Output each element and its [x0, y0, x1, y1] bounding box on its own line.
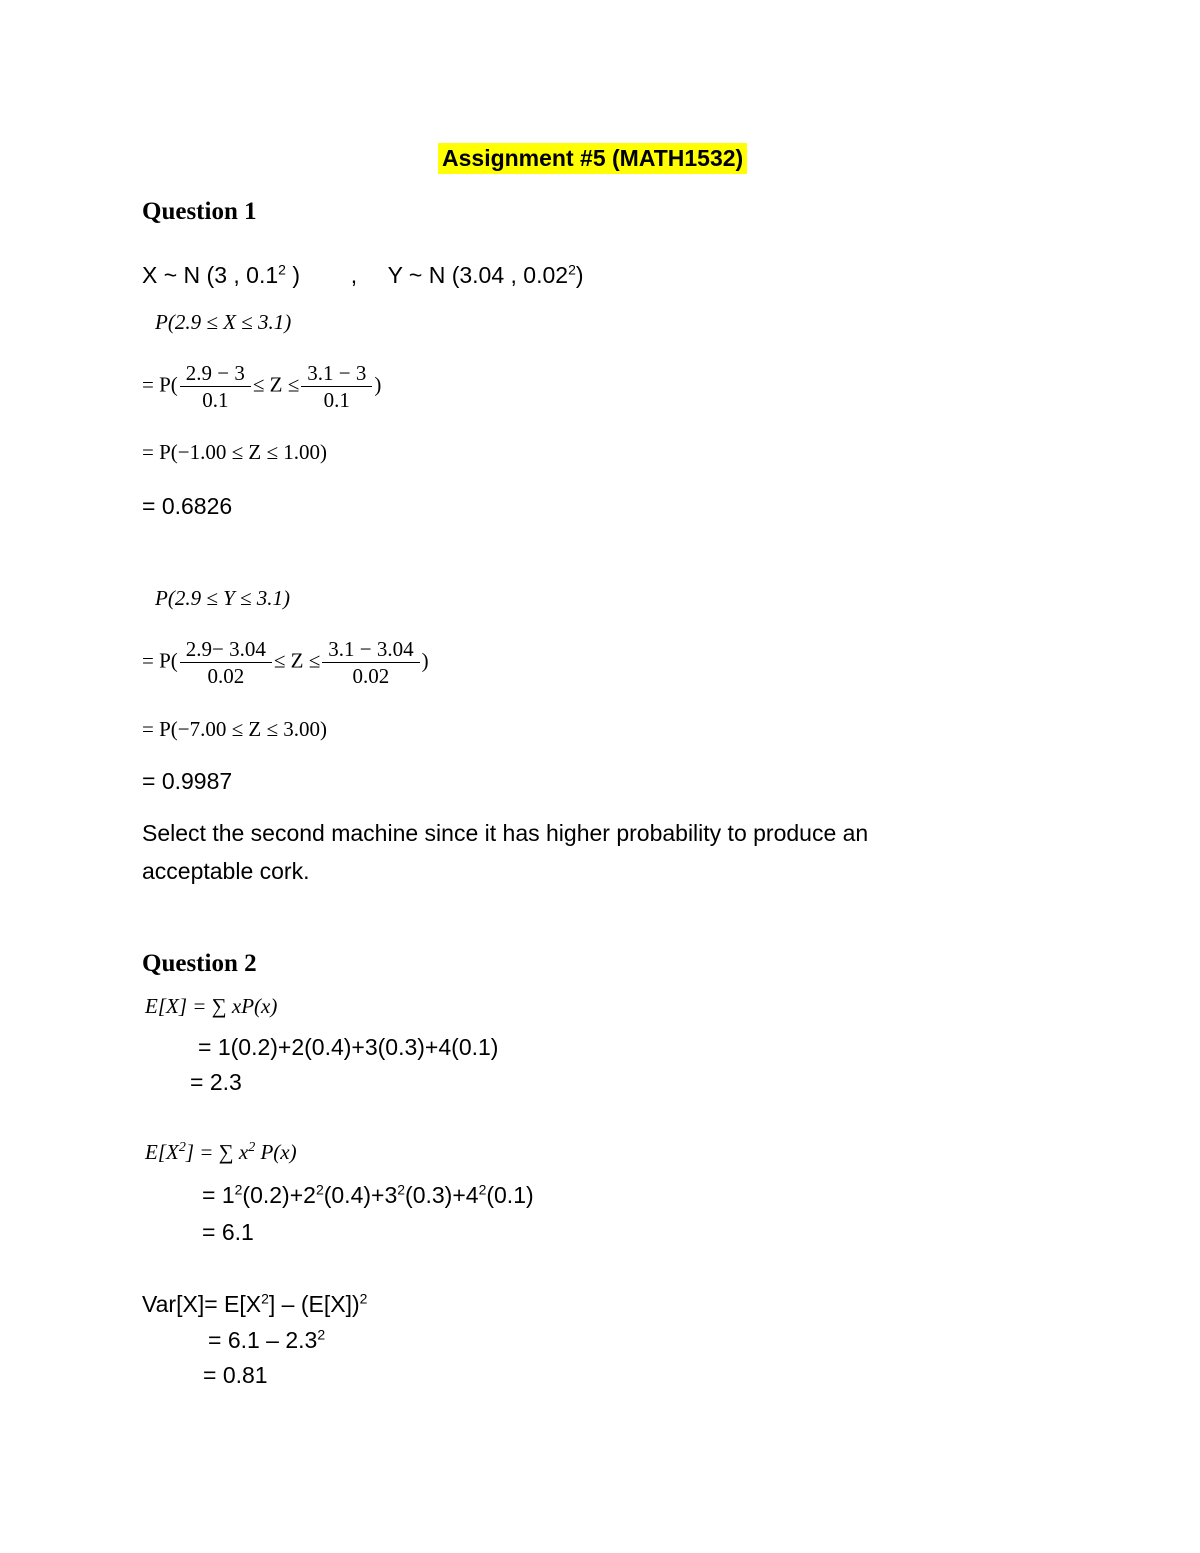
- expectation-calculation: = 1(0.2)+2(0.4)+3(0.3)+4(0.1): [198, 1034, 499, 1060]
- py-result: = 0.9987: [142, 768, 233, 794]
- second-moment-result: = 6.1: [202, 1219, 254, 1245]
- dist-y: Y ~ N (3.04 , 0.02$^2$): [387, 261, 584, 288]
- expectation-result: = 2.3: [190, 1069, 242, 1095]
- conclusion-line-1: Select the second machine since it has higher probability to produce an: [142, 820, 869, 846]
- px-z-range: = P(−1.00 ≤ Z ≤ 1.00): [142, 440, 327, 464]
- px-standardize: = P( $\frac{2.9 - 3}{0.1}$ ≤ Z ≤ $\frac{3.1 - 3}{0.1}$ ): [142, 361, 382, 412]
- variance-result: = 0.81: [203, 1362, 268, 1388]
- expectation-formula: E[X] = ∑ xP(x): [145, 994, 278, 1018]
- py-fraction-upper: $\frac{3.1 - 3.04}{0.02}$: [322, 636, 419, 689]
- variance-calculation: = $6.1 - 2.3^2$: [208, 1326, 326, 1353]
- py-z-range: = P(−7.00 ≤ Z ≤ 3.00): [142, 717, 327, 741]
- distribution-definitions: [142, 262, 584, 289]
- py-statement: P(2.9 ≤ Y ≤ 3.1): [155, 586, 291, 610]
- assignment-title: Assignment #5 (MATH1532): [438, 143, 747, 174]
- conclusion-line-2: acceptable cork.: [142, 858, 310, 884]
- px-fraction-upper: $\frac{3.1 - 3}{0.1}$: [301, 360, 372, 413]
- py-fraction-lower: $\frac{2.9- 3.04}{0.02}$: [180, 636, 272, 689]
- dist-separator: ,: [350, 262, 358, 288]
- py-standardize: = P( $\frac{2.9- 3.04}{0.02}$ ≤ Z ≤ $\frac{3.1 - 3.04}{0.02}$ ): [142, 637, 429, 688]
- px-result: = 0.6826: [142, 493, 233, 519]
- px-fraction-lower: $\frac{2.9 - 3}{0.1}$: [180, 360, 251, 413]
- second-moment-formula: $E[X^2]$ = ∑ $x^2$ P(x): [145, 1140, 297, 1164]
- second-moment-calculation: = $1^2(0.2)+2^2(0.4)+3^2(0.3)+4^2(0.1)$: [202, 1181, 534, 1208]
- question-1-heading: Question 1: [142, 198, 257, 225]
- variance-formula: $Var[X]= E[X^2] - (E[X])^2$: [142, 1290, 368, 1317]
- question-2-heading: Question 2: [142, 950, 257, 977]
- dist-x: X ~ N (3 , $0.1^2$ ): [142, 261, 301, 288]
- px-statement: P(2.9 ≤ X ≤ 3.1): [155, 310, 292, 334]
